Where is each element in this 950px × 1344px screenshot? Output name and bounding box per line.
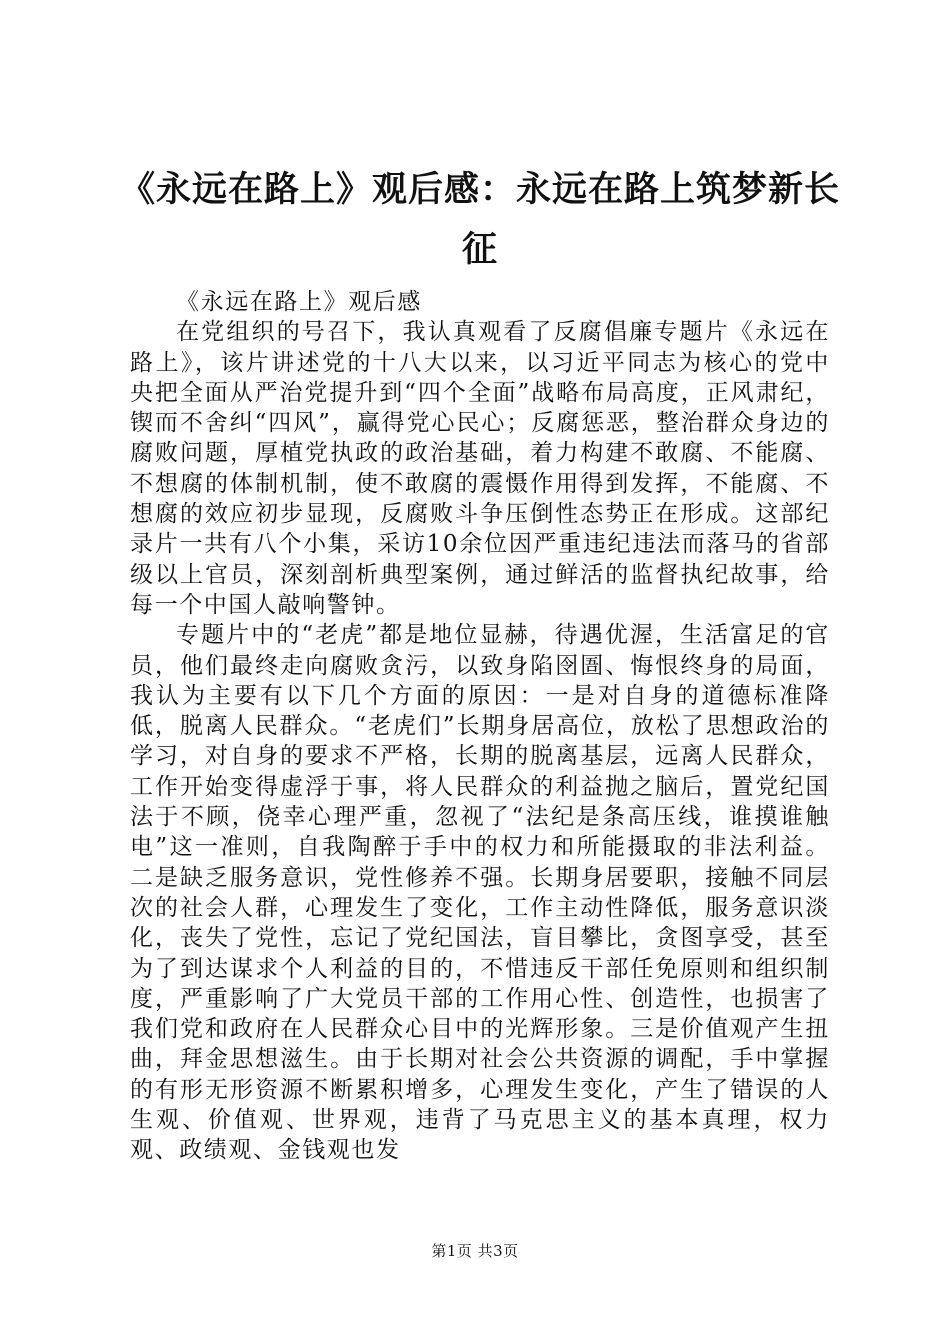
document-body: [130, 287, 830, 1166]
page-footer: 第1页 共3页: [431, 1242, 519, 1260]
document-title: 《永远在路上》观后感：永远在路上筑梦新长征: [120, 169, 841, 270]
body-paragraph: 在党组织的号召下，我认真观看了反腐倡廉专题片《永远在路上》，该片讲述党的十八大以来，以习近平同志为核心的党中央把全面从严治党提升到“四个全面”战略布局高度，正风肃纪，锲而不舍纠“四风”，赢得党心民心；反腐惩恶，整治群众身边的腐败问题，厚植党执政的政治基础，着力构建不敢腐、不能腐、不想腐的体制机制，使不敢腐的震慑作用得到发挥，不能腐、不想腐的效应初步显现，反腐败斗争压倒性态势正在形成。这部纪录片一共有八个小集，采访10余位因严重违纪违法而落马的省部级以上官员，深刻剖析典型案例，通过鲜活的监督执纪故事，给每一个中国人敲响警钟。: [130, 319, 830, 618]
document-subtitle: 《永远在路上》观后感: [176, 289, 422, 315]
body-paragraph: 专题片中的“老虎”都是地位显赫，待遇优渥，生活富足的官员，他们最终走向腐败贪污，以致身陷囹圄、悔恨终身的局面，我认为主要有以下几个方面的原因：一是对自身的道德标准降低，脱离人民群众。“老虎们”长期身居高位，放松了思想政治的学习，对自身的要求不严格，长期的脱离基层，远离人民群众，工作开始变得虚浮于事，将人民群众的利益抛之脑后，置党纪国法于不顾，侥幸心理严重，忽视了“法纪是条高压线，谁摸谁触电”这一准则，自我陶醉于手中的权力和所能摄取的非法利益。二是缺乏服务意识，党性修养不强。长期身居要职，接触不同层次的社会人群，心理发生了变化，工作主动性降低，服务意识淡化，丧失了党性，忘记了党纪国法，盲目攀比，贪图享受，甚至为了到达谋求个人利益的目的，不惜违反干部任免原则和组织制度，严重影响了广大党员干部的工作用心性、创造性，也损害了我们党和政府在人民群众心目中的光辉形象。三是价值观产生扭曲，拜金思想滋生。由于长期对社会公共资源的调配，手中掌握的有形无形资源不断累积增多，心理发生变化，产生了错误的人生观、价值观、世界观，违背了马克思主义的基本真理，权力观、政绩观、金钱观也发: [130, 622, 830, 1164]
